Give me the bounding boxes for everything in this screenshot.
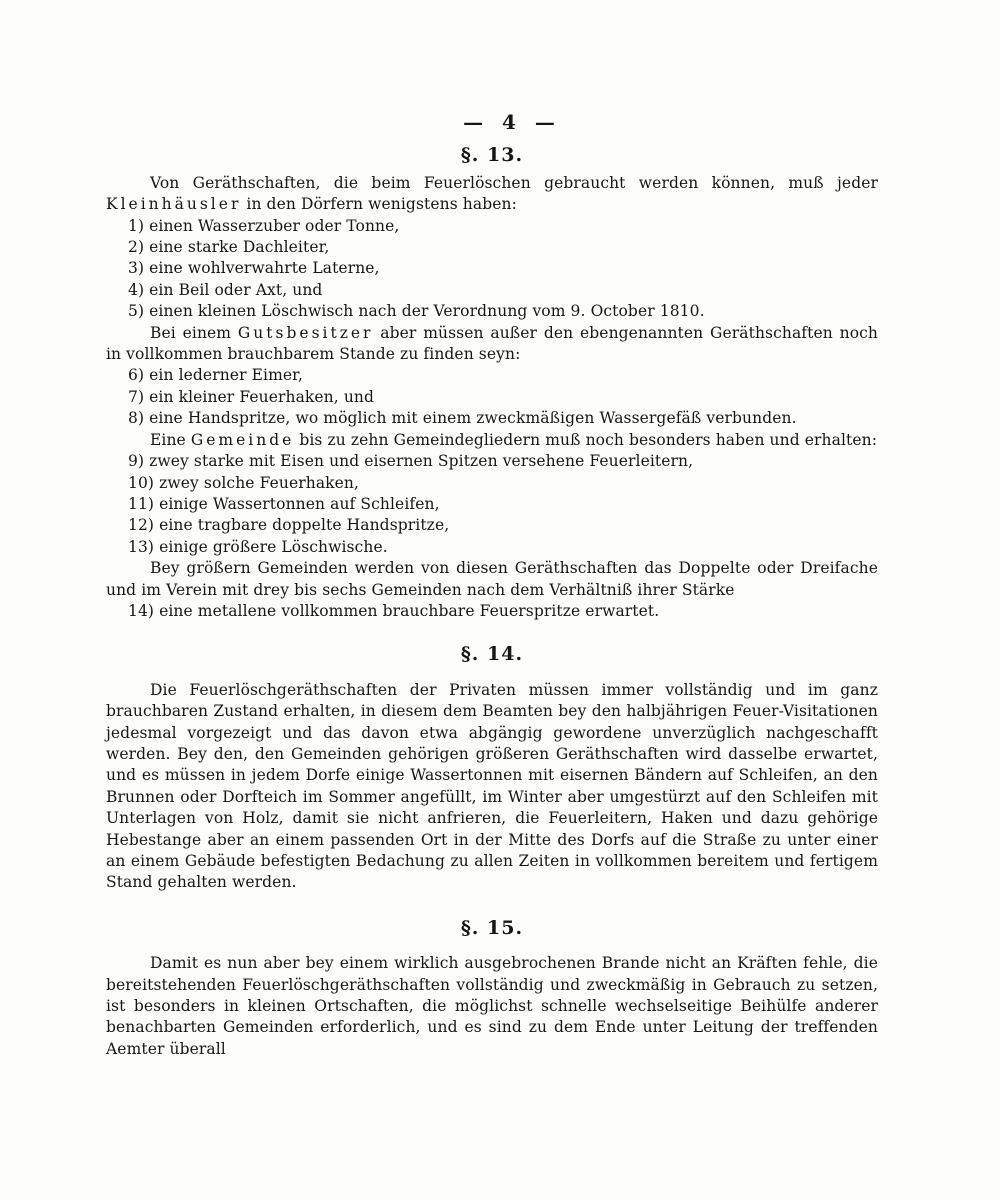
section-15-paragraph: Damit es nun aber bey einem wirklich ausgebrochenen Brande nicht an Kräften fehle, die bereitstehenden Feuerlöschgeräthschaften vollständig und zweckmäßig in Gebrauch zu setzen, ist besonders in kleinen Ortschaften, die möglichst schnelle wechselseitige Beihülfe anderer benachbarten Gemeinden erforderlich, und es sind zu dem Ende unter Leitung der treffenden Aemter überall (106, 954, 878, 1058)
list-item: 9) zwey starke mit Eisen und eisernen Spitzen versehene Feuerleitern, (128, 452, 694, 471)
item-list-1 (106, 216, 878, 323)
mid-text-a: Bei einem (150, 323, 238, 342)
mid-term: Gutsbesitzer (237, 323, 374, 342)
item-list-2 (106, 365, 878, 429)
list-item: 4) ein Beil oder Axt, und (128, 280, 323, 299)
list-item: 1) einen Wasserzuber oder Tonne, (128, 216, 400, 235)
section-14 (106, 644, 878, 893)
intro-term: Kleinhäusler (106, 195, 242, 214)
section-13-heading: §. 13. (460, 144, 524, 167)
third-text-b: bis zu zehn Gemeindegliedern muß noch besonders haben und erhalten: (294, 430, 878, 449)
intro-text-b: in den Dörfern wenigstens haben: (241, 195, 517, 214)
intro-text-a: Von Geräthschaften, die beim Feuerlöschen gebraucht werden können, muß jeder (150, 173, 878, 192)
third-term: Gemeinde (190, 430, 295, 449)
list-item: 6) ein lederner Eimer, (128, 366, 303, 385)
list-item: 3) eine wohlverwahrte Laterne, (128, 259, 380, 278)
third-text-a: Eine (150, 430, 191, 449)
list-item: 8) eine Handspritze, wo möglich mit einem zweckmäßigen Wassergefäß verbunden. (128, 409, 797, 428)
section-13-intro (106, 173, 878, 216)
list-item: 10) zwey solche Feuerhaken, (128, 473, 360, 492)
section-13-mid (106, 323, 878, 366)
page-content (106, 112, 878, 1060)
section-15-heading: §. 15. (460, 916, 524, 939)
mid-text-b: aber müssen außer den ebengenannten Geräthschaften noch in vollkommen brauchbarem Stande zu finden seyn: (106, 323, 879, 364)
section-15 (106, 918, 878, 1060)
page-number: — 4 — (463, 110, 561, 134)
item-list-3 (106, 451, 878, 558)
section-13-fourth: Bey größern Gemeinden werden von diesen Geräthschaften das Doppelte oder Dreifache und im Verein mit drey bis sechs Gemeinden nach dem Verhältniß ihrer Stärke (106, 559, 878, 599)
list-item: 2) eine starke Dachleiter, (128, 238, 330, 257)
section-13-third (106, 430, 878, 451)
list-item: 13) einige größere Löschwische. (128, 537, 388, 556)
section-14-heading: §. 14. (460, 643, 524, 666)
list-item: 7) ein kleiner Feuerhaken, und (128, 387, 375, 406)
list-item: 11) einige Wassertonnen auf Schleifen, (128, 494, 440, 513)
list-item: 5) einen kleinen Löschwisch nach der Verordnung vom 9. October 1810. (128, 302, 705, 321)
section-14-paragraph: Die Feuerlöschgeräthschaften der Privaten müssen immer vollständig und im ganz brauchbaren Zustand erhalten, in diesem dem Beamten bey den halbjährigen Feuer-Visitationen jedesmal vorgezeigt und das davon etwa abgängig gewordene unverzüglich nachgeschafft werden. Bey den, den Gemeinden gehörigen größeren Geräthschaften wird dasselbe erwartet, und es müssen in jedem Dorfe einige Wassertonnen mit eisernen Bändern auf Schleifen, an den Brunnen oder Dorfteich im Sommer angefüllt, im Winter aber umgestürzt auf den Schleifen mit Unterlagen von Holz, damit sie nicht anfrieren, die Feuerleitern, Haken und dazu gehörige Hebestange aber an einem passenden Ort in der Mitte des Dorfs auf die Straße zu unter einer an einem Gebäude befestigten Bedachung zu allen Zeiten in vollkommen bereitem und fertigem Stand gehalten werden. (106, 680, 878, 892)
section-13 (106, 145, 878, 622)
list-item: 14) eine metallene vollkommen brauchbare Feuerspritze erwartet. (128, 601, 660, 620)
list-item: 12) eine tragbare doppelte Handspritze, (128, 516, 450, 535)
